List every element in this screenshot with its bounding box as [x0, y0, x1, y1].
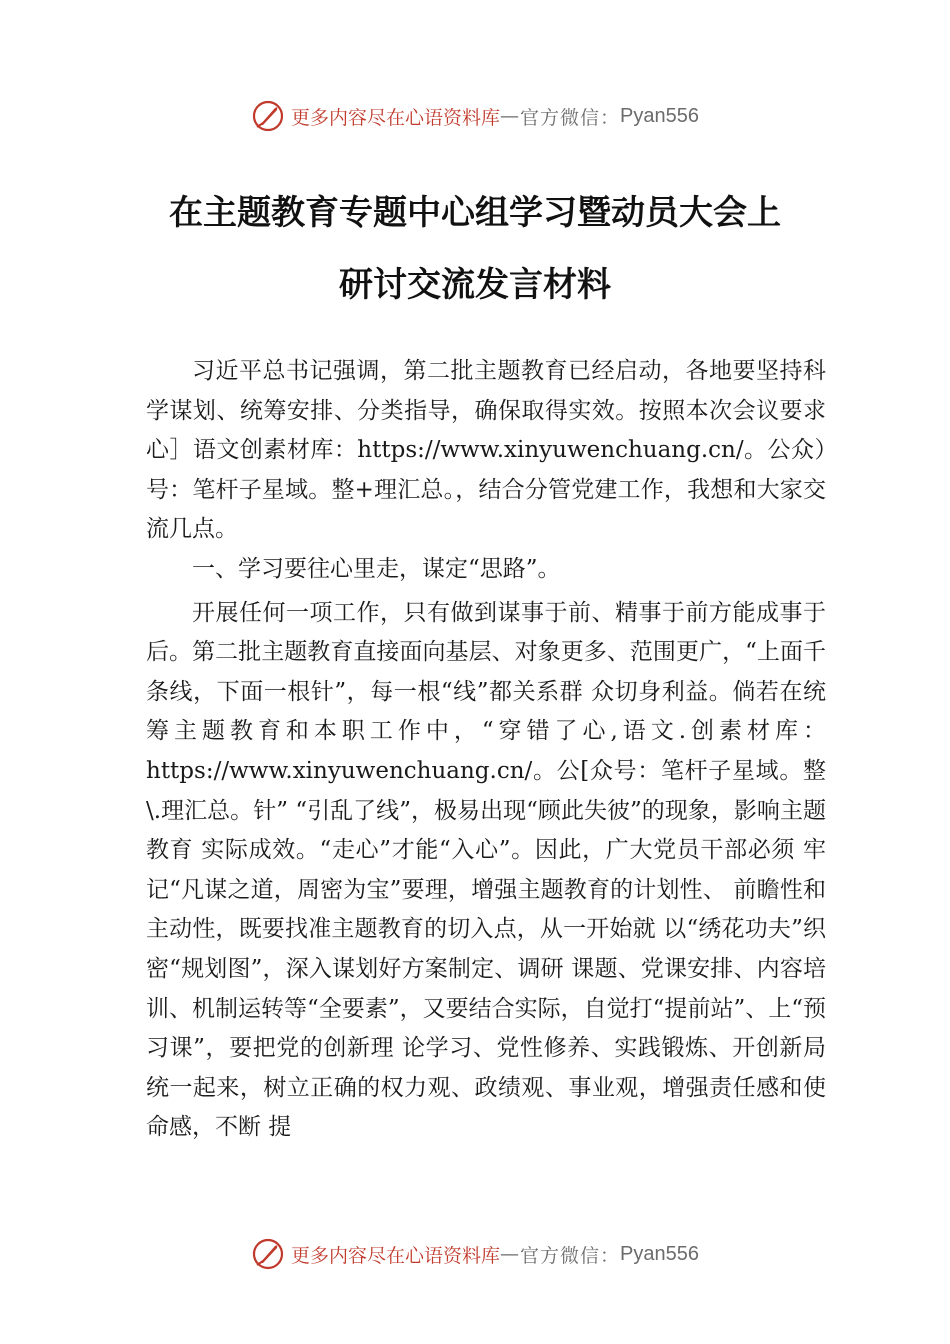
- footer-dash: —: [500, 1243, 521, 1265]
- document-title-line1: 在主题教育专题中心组学习暨动员大会上: [169, 193, 781, 233]
- footer-wechat-id: Pyan556: [620, 1242, 699, 1265]
- feather-pen-logo-icon: [251, 1237, 285, 1271]
- footer-gray-text: 官方微信：: [520, 1244, 621, 1267]
- header-banner: [0, 96, 950, 136]
- section-heading-1: 一、学习要往心里走，谋定“思路”。: [192, 555, 561, 582]
- paragraph-intro: 习近平总书记强调，第二批主题教育已经启动，各地要坚持科学谋划、统筹安排、分类指导，确保取得实效。按照本次会议要求心］语文创素材库：https://www.xinyuwenchuang.cn/。公众）号：笔杆子星域。整+理汇总。，结合分管党建工作，我想和大家交流几点。: [146, 358, 826, 543]
- banner-wechat-id: Pyan556: [620, 104, 699, 127]
- banner-dash: —: [500, 105, 521, 127]
- footer-banner: [0, 1234, 950, 1274]
- banner-red-text: 更多内容尽在心语资料库: [291, 106, 501, 129]
- banner-gray-text: 官方微信：: [520, 106, 621, 129]
- document-body: [146, 352, 826, 1148]
- paragraph-section-1: 开展任何一项工作，只有做到谋事于前、精事于前方能成事于后。第二批主题教育直接面向基层、对象更多、范围更广，“上面千条线，下面一根针”，每一根“线”都关系群 众切身利益。倘若在统筹主题教育和本职工作中，“穿错了心,语文.创素材库：https://www.xinyuwenchuang.cn/。公[众号：笔杆子星域。整\.理汇总。针” “引乱了线”，极易出现“顾此失彼”的现象，影响主题教育 实际成效。“走心”才能“入心”。因此，广大党员干部必须 牢记“凡谋之道，周密为宝”要理，增强主题教育的计划性、 前瞻性和主动性，既要找准主题教育的切入点，从一开始就 以“绣花功夫”织密“规划图”，深入谋划好方案制定、调研 课题、党课安排、内容培训、机制运转等“全要素”，又要结合实际，自觉打“提前站”、上“预习课”，要把党的创新理 论学习、党性修养、实践锻炼、开创新局统一起来，树立正确的权力观、政绩观、事业观，增强责任感和使命感，不断 提: [146, 599, 826, 1141]
- document-title-line2: 研讨交流发言材料: [339, 265, 611, 305]
- footer-red-text: 更多内容尽在心语资料库: [291, 1244, 501, 1267]
- feather-pen-logo-icon: [251, 99, 285, 133]
